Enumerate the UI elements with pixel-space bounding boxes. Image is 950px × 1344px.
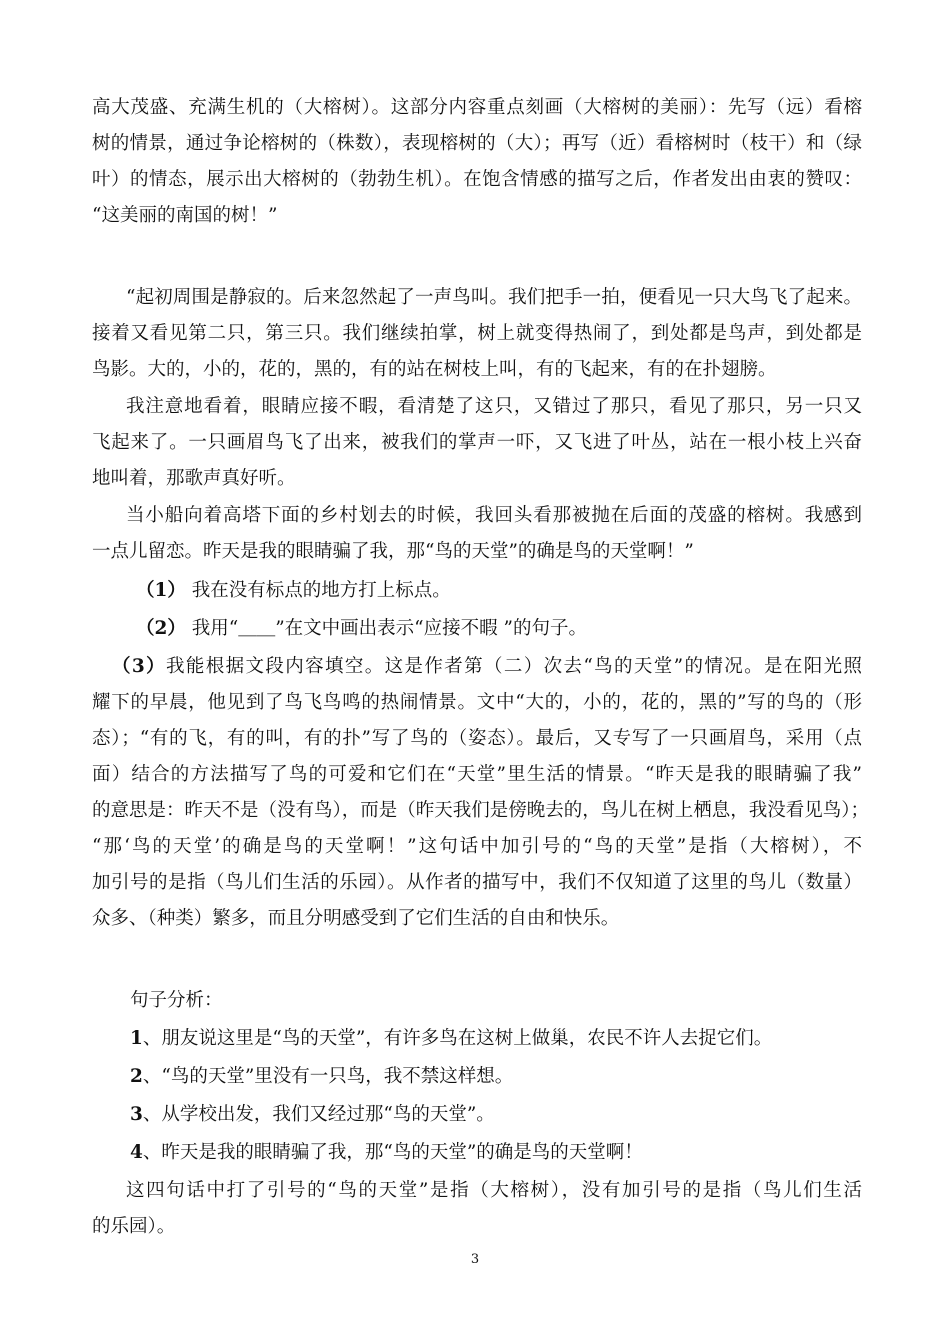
text-line: 叶）的情态，展示出大榕树的（勃勃生机）。在饱含情感的描写之后，作者发出由衷的赞叹：: [92, 169, 862, 190]
text-line: “这美丽的南国的树！”: [92, 205, 278, 226]
item-number: 4: [130, 1142, 143, 1163]
answer-line: 加引号的是指（鸟儿们生活的乐园）。从作者的描写中，我们不仅知道了这里的鸟儿（数量）: [92, 872, 862, 893]
passage-line: 当小船向着高塔下面的乡村划去的时候，我回头看那被抛在后面的茂盛的榕树。我感到: [126, 505, 862, 526]
answer-line: 的意思是：昨天不是（没有鸟），而是（昨天我们是傍晚去的，鸟儿在树上栖息，我没看见鸟）；: [92, 800, 870, 821]
answer-line: 态）；“有的飞，有的叫，有的扑”写了鸟的（姿态）。最后，又专写了一只画眉鸟，采用（点: [92, 728, 862, 749]
passage-line: 一点儿留恋。昨天是我的眼睛骗了我，那“鸟的天堂”的确是鸟的天堂啊！”: [92, 541, 694, 562]
answer-line: 耀下的早晨，他见到了鸟飞鸟鸣的热闹情景。文中“大的，小的，花的，黑的”写的鸟的（形: [92, 692, 862, 713]
question-number: （3）: [112, 656, 166, 677]
item-text: 、从学校出发，我们又经过那“鸟的天堂”。: [142, 1104, 495, 1125]
passage-line: “起初周围是静寂的。后来忽然起了一声鸟叫。我们把手一拍，便看见一只大鸟飞了起来。: [126, 287, 862, 308]
question-1: [136, 573, 862, 609]
page-number: 3: [470, 1252, 480, 1267]
answer-line: “那‘鸟的天堂’的确是鸟的天堂啊！”这句话中加引号的“鸟的天堂”是指（大榕树），不: [92, 836, 862, 857]
text-line: 高大茂盛、充满生机的（大榕树）。这部分内容重点刻画（大榕树的美丽）：先写（远）看榕: [92, 97, 862, 118]
conclusion-line: 这四句话中打了引号的“鸟的天堂”是指（大榕树），没有加引号的是指（鸟儿们生活: [126, 1180, 862, 1201]
item-number: 2: [130, 1066, 143, 1087]
item-number: 1: [130, 1028, 143, 1049]
passage-line: 接着又看见第二只，第三只。我们继续拍掌，树上就变得热闹了，到处都是鸟声，到处都是: [92, 323, 862, 344]
passage-line: 地叫着，那歌声真好听。: [92, 468, 296, 489]
conclusion-line: 的乐园）。: [92, 1216, 176, 1237]
passage-line: 鸟影。大的，小的，花的，黑的，有的站在树枝上叫，有的飞起来，有的在扑翅膀。: [92, 359, 777, 380]
question-number: （1）: [136, 580, 186, 601]
item-number: 3: [130, 1104, 143, 1125]
question-text: 我用“＿＿”在文中画出表示“应接不暇 ”的句子。: [191, 618, 587, 639]
analysis-item: [130, 1097, 862, 1133]
question-text: 我在没有标点的地方打上标点。: [191, 580, 451, 601]
analysis-item: [130, 1021, 862, 1057]
analysis-item: [130, 1059, 862, 1095]
question-2: [136, 611, 862, 647]
question-3: [112, 649, 862, 685]
item-text: 、“鸟的天堂”里没有一只鸟，我不禁这样想。: [142, 1066, 514, 1087]
text-line: 树的情景，通过争论榕树的（株数），表现榕树的（大）；再写（近）看榕树时（枝干）和（绿: [92, 133, 862, 154]
item-text: 、朋友说这里是“鸟的天堂”，有许多鸟在这树上做巢，农民不许人去捉它们。: [142, 1028, 773, 1049]
question-text: 我能根据文段内容填空。这是作者第（二）次去“鸟的天堂”的情况。是在阳光照: [166, 656, 863, 677]
question-number: （2）: [136, 618, 186, 639]
passage-line: 飞起来了。一只画眉鸟飞了出来，被我们的掌声一吓，又飞进了叶丛，站在一根小枝上兴奋: [92, 432, 862, 453]
answer-line: 面）结合的方法描写了鸟的可爱和它们在“天堂”里生活的情景。“昨天是我的眼睛骗了我”: [92, 764, 862, 785]
analysis-item: [130, 1135, 862, 1171]
item-text: 、昨天是我的眼睛骗了我，那“鸟的天堂”的确是鸟的天堂啊！: [142, 1142, 643, 1163]
section-heading: 句子分析：: [130, 990, 223, 1011]
passage-line: 我注意地看着，眼睛应接不暇，看清楚了这只，又错过了那只，看见了那只，另一只又: [126, 396, 862, 417]
answer-line: 众多、（种类）繁多，而且分明感受到了它们生活的自由和快乐。: [92, 908, 620, 929]
